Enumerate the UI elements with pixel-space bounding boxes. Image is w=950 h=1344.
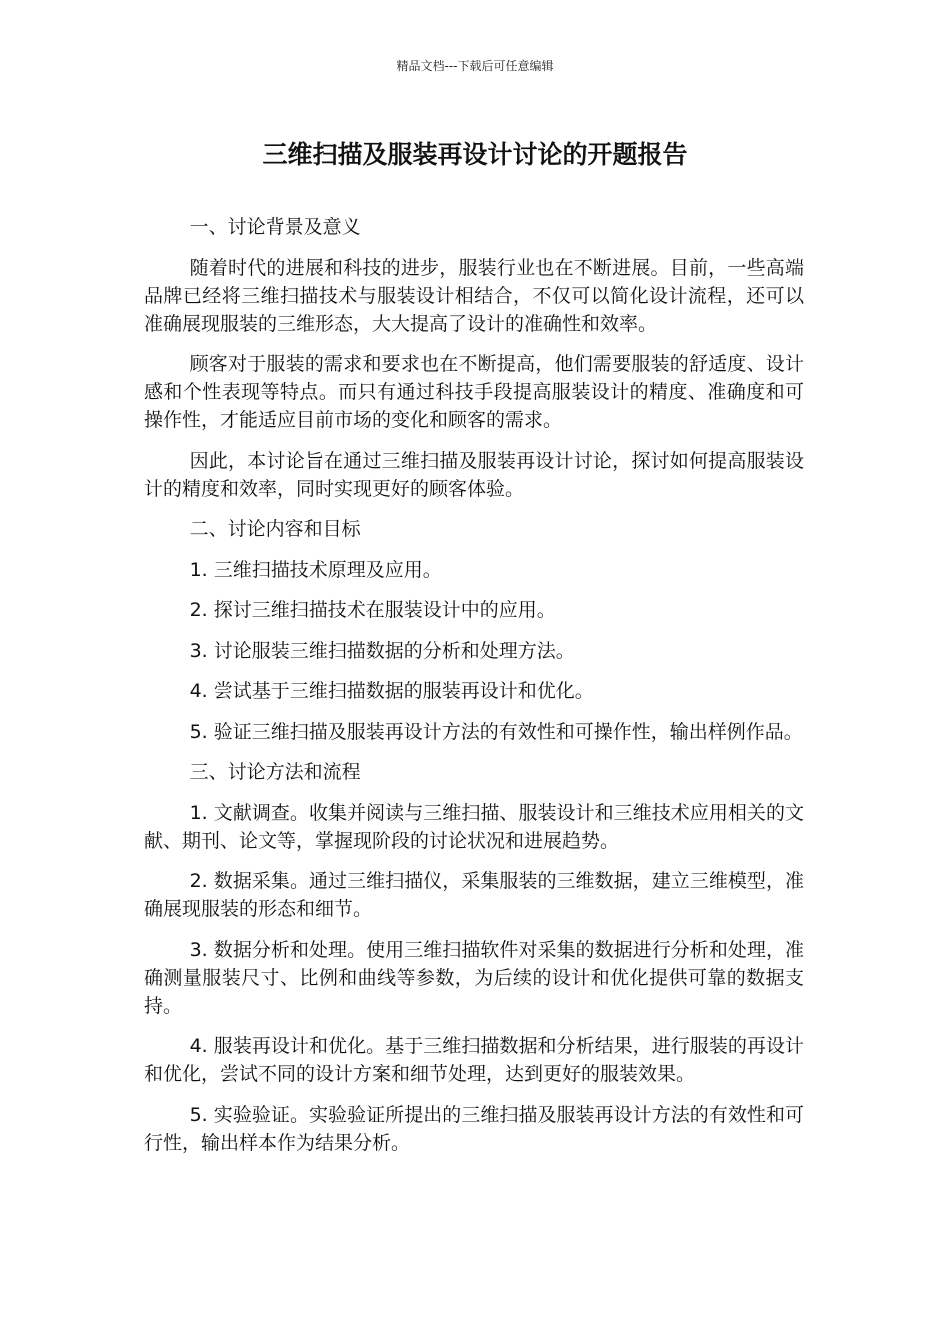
section-heading-methods: 三、讨论方法和流程 <box>189 761 361 783</box>
document-body <box>144 213 804 1169</box>
list-item: 2. 探讨三维扫描技术在服装设计中的应用。 <box>189 599 556 621</box>
page-header: 精品文档---下载后可任意编辑 <box>396 59 554 73</box>
body-paragraph: 随着时代的进展和科技的进步，服装行业也在不断进展。目前，一些高端品牌已经将三维扫描技术与服装设计相结合，不仅可以简化设计流程，还可以准确展现服装的三维形态，大大提高了设计的准确性和效率。 <box>144 256 804 335</box>
list-item: 3. 讨论服装三维扫描数据的分析和处理方法。 <box>189 639 575 662</box>
section-heading-content-goals: 二、讨论内容和目标 <box>189 518 361 540</box>
list-item: 1. 文献调查。收集并阅读与三维扫描、服装设计和三维技术应用相关的文献、期刊、论文等，掌握现阶段的讨论状况和进展趋势。 <box>144 801 804 852</box>
body-paragraph: 顾客对于服装的需求和要求也在不断提高，他们需要服装的舒适度、设计感和个性表现等特点。而只有通过科技手段提高服装设计的精度、准确度和可操作性，才能适应目前市场的变化和顾客的需求。 <box>144 353 804 431</box>
list-item: 5. 验证三维扫描及服装再设计方法的有效性和可操作性，输出样例作品。 <box>189 720 803 743</box>
list-item: 5. 实验验证。实验验证所提出的三维扫描及服装再设计方法的有效性和可行性，输出样本作为结果分析。 <box>144 1103 804 1154</box>
list-item: 4. 服装再设计和优化。基于三维扫描数据和分析结果，进行服装的再设计和优化，尝试不同的设计方案和细节处理，达到更好的服装效果。 <box>144 1035 804 1085</box>
list-item: 2. 数据采集。通过三维扫描仪，采集服装的三维数据，建立三维模型，准确展现服装的形态和细节。 <box>144 870 804 920</box>
body-paragraph: 因此，本讨论旨在通过三维扫描及服装再设计讨论，探讨如何提高服装设计的精度和效率，同时实现更好的顾客体验。 <box>144 449 804 500</box>
list-item: 3. 数据分析和处理。使用三维扫描软件对采集的数据进行分析和处理，准确测量服装尺寸、比例和曲线等参数，为后续的设计和优化提供可靠的数据支持。 <box>144 938 804 1017</box>
list-item: 4. 尝试基于三维扫描数据的服装再设计和优化。 <box>189 680 594 702</box>
list-item: 1. 三维扫描技术原理及应用。 <box>189 558 442 581</box>
section-heading-background: 一、讨论背景及意义 <box>189 216 361 238</box>
document-title: 三维扫描及服装再设计讨论的开题报告 <box>262 140 688 169</box>
